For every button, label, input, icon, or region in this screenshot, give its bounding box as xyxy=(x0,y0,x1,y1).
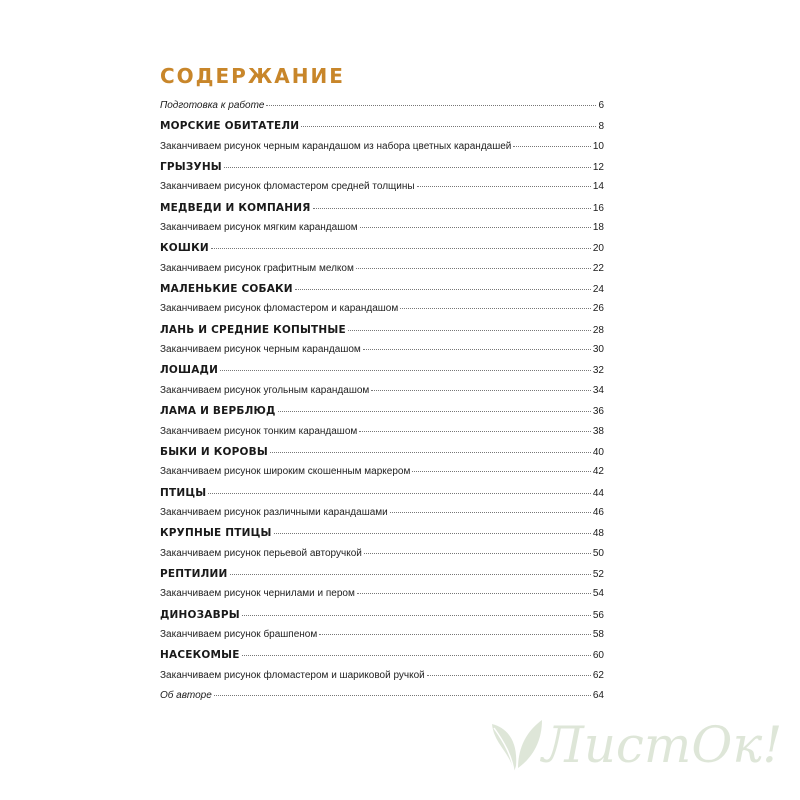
toc-page-number: 26 xyxy=(592,303,604,315)
toc-leader-dots xyxy=(319,634,591,635)
toc-leader-dots xyxy=(214,695,591,696)
toc-subsection-row xyxy=(160,466,604,486)
toc-subsection-row xyxy=(160,385,604,405)
toc-entry-label: Заканчиваем рисунок черным карандашом xyxy=(160,344,361,356)
toc-entry-label: Заканчиваем рисунок черным карандашом из набора цветных карандашей xyxy=(160,140,512,152)
toc-subsection-row xyxy=(160,629,604,649)
toc-page-number: 54 xyxy=(592,588,604,600)
toc-page-number: 8 xyxy=(598,121,604,133)
toc-leader-dots xyxy=(357,593,591,594)
toc-leader-dots xyxy=(208,493,591,494)
toc-chapter-row xyxy=(160,283,604,303)
toc-subsection-row xyxy=(160,222,604,242)
toc-chapter-row xyxy=(160,364,604,384)
toc-page-number: 44 xyxy=(592,487,604,499)
toc-chapter-row xyxy=(160,568,604,588)
toc-entry-label: Заканчиваем рисунок перьевой авторучкой xyxy=(160,547,362,559)
page-title: СОДЕРЖАНИЕ xyxy=(160,64,345,88)
toc-page-number: 24 xyxy=(592,284,604,296)
toc-entry-label: Заканчиваем рисунок фломастером и карандашом xyxy=(160,303,399,315)
toc-leader-dots xyxy=(278,411,591,412)
toc-page-number: 46 xyxy=(592,506,604,518)
toc-entry-label: ДИНОЗАВРЫ xyxy=(160,608,240,621)
toc-page-number: 50 xyxy=(592,547,604,559)
toc-entry-label: КОШКИ xyxy=(160,242,209,255)
toc-subsection-row xyxy=(160,670,604,690)
toc-chapter-row xyxy=(160,487,604,507)
leaf-icon xyxy=(488,708,544,774)
toc-page-number: 38 xyxy=(592,425,604,437)
toc-leader-dots xyxy=(224,167,591,168)
toc-subsection-row xyxy=(160,181,604,201)
toc-entry-label: Заканчиваем рисунок фломастером и шариковой ручкой xyxy=(160,669,425,681)
toc-page-number: 60 xyxy=(592,650,604,662)
toc-leader-dots xyxy=(270,452,591,453)
toc-leader-dots xyxy=(295,289,591,290)
toc-chapter-row xyxy=(160,324,604,344)
toc-entry-label: ПТИЦЫ xyxy=(160,486,207,499)
toc-entry-label: БЫКИ И КОРОВЫ xyxy=(160,445,268,458)
toc-leader-dots xyxy=(412,471,591,472)
toc-entry-label: Заканчиваем рисунок фломастером средней толщины xyxy=(160,181,415,193)
toc-leader-dots xyxy=(364,553,591,554)
toc-page-number: 6 xyxy=(598,100,604,111)
toc-page-number: 10 xyxy=(592,140,604,152)
toc-chapter-row xyxy=(160,120,604,140)
toc-page-number: 36 xyxy=(592,406,604,418)
toc-chapter-row xyxy=(160,242,604,262)
toc-page-number: 52 xyxy=(592,568,604,580)
toc-page-number: 12 xyxy=(592,162,604,174)
toc-entry-label: НАСЕКОМЫЕ xyxy=(160,649,240,662)
watermark-text: ЛистОк! xyxy=(542,716,783,774)
toc-subsection-row xyxy=(160,344,604,364)
toc-leader-dots xyxy=(513,146,590,147)
toc-page-number: 48 xyxy=(592,528,604,540)
toc-leader-dots xyxy=(417,186,591,187)
toc-entry-label: Заканчиваем рисунок широким скошенным маркером xyxy=(160,466,411,478)
toc-leader-dots xyxy=(359,431,591,432)
toc-entry-label: Об авторе xyxy=(160,689,212,701)
toc-subsection-row xyxy=(160,507,604,527)
toc-entry-label: КРУПНЫЕ ПТИЦЫ xyxy=(160,527,272,540)
toc-leader-dots xyxy=(356,268,591,269)
toc-leader-dots xyxy=(274,533,591,534)
toc-chapter-row xyxy=(160,649,604,669)
toc-page-number: 30 xyxy=(592,344,604,356)
toc-entry-label: Заканчиваем рисунок графитным мелком xyxy=(160,262,354,274)
toc-entry-label: Заканчиваем рисунок мягким карандашом xyxy=(160,222,358,234)
toc-page-number: 34 xyxy=(592,384,604,396)
toc-subsection-row xyxy=(160,303,604,323)
toc-entry-label: ЛАМА И ВЕРБЛЮД xyxy=(160,405,276,418)
toc-section-row xyxy=(160,100,604,120)
toc-leader-dots xyxy=(211,248,591,249)
toc-subsection-row xyxy=(160,141,604,161)
toc-leader-dots xyxy=(390,512,591,513)
toc-entry-label: РЕПТИЛИИ xyxy=(160,567,228,580)
toc-page-number: 18 xyxy=(592,222,604,234)
toc-subsection-row xyxy=(160,263,604,283)
toc-leader-dots xyxy=(363,349,591,350)
toc-leader-dots xyxy=(313,208,591,209)
toc-leader-dots xyxy=(400,308,591,309)
toc-page-number: 22 xyxy=(592,262,604,274)
toc-leader-dots xyxy=(348,330,591,331)
toc-entry-label: ЛОШАДИ xyxy=(160,364,219,377)
toc-list xyxy=(160,100,604,710)
toc-chapter-row xyxy=(160,405,604,425)
toc-chapter-row xyxy=(160,446,604,466)
toc-entry-label: ГРЫЗУНЫ xyxy=(160,161,222,174)
toc-page-number: 20 xyxy=(592,243,604,255)
toc-entry-label: Заканчиваем рисунок угольным карандашом xyxy=(160,384,370,396)
toc-page-number: 32 xyxy=(592,365,604,377)
toc-entry-label: Заканчиваем рисунок тонким карандашом xyxy=(160,425,358,437)
toc-leader-dots xyxy=(371,390,591,391)
toc-entry-label: МОРСКИЕ ОБИТАТЕЛИ xyxy=(160,120,300,133)
toc-page-number: 28 xyxy=(592,324,604,336)
toc-leader-dots xyxy=(242,655,591,656)
toc-entry-label: Подготовка к работе xyxy=(160,100,265,111)
toc-leader-dots xyxy=(230,574,591,575)
toc-entry-label: Заканчиваем рисунок брашпеном xyxy=(160,628,318,640)
toc-page-number: 62 xyxy=(592,669,604,681)
toc-leader-dots xyxy=(220,370,591,371)
toc-leader-dots xyxy=(301,126,596,127)
toc-leader-dots xyxy=(427,675,591,676)
toc-page-number: 16 xyxy=(592,202,604,214)
toc-leader-dots xyxy=(266,105,596,106)
toc-leader-dots xyxy=(242,615,591,616)
toc-page-number: 42 xyxy=(592,466,604,478)
toc-page-number: 56 xyxy=(592,609,604,621)
toc-page-number: 40 xyxy=(592,446,604,458)
toc-chapter-row xyxy=(160,527,604,547)
toc-entry-label: МЕДВЕДИ И КОМПАНИЯ xyxy=(160,201,311,214)
toc-subsection-row xyxy=(160,588,604,608)
toc-entry-label: МАЛЕНЬКИЕ СОБАКИ xyxy=(160,283,293,296)
toc-page-number: 58 xyxy=(592,628,604,640)
toc-chapter-row xyxy=(160,609,604,629)
toc-subsection-row xyxy=(160,548,604,568)
toc-page-number: 64 xyxy=(592,689,604,701)
toc-page-number: 14 xyxy=(592,181,604,193)
toc-subsection-row xyxy=(160,426,604,446)
toc-chapter-row xyxy=(160,161,604,181)
toc-entry-label: Заканчиваем рисунок чернилами и пером xyxy=(160,588,355,600)
toc-entry-label: ЛАНЬ И СРЕДНИЕ КОПЫТНЫЕ xyxy=(160,323,346,336)
watermark xyxy=(488,708,783,778)
toc-leader-dots xyxy=(360,227,591,228)
toc-chapter-row xyxy=(160,202,604,222)
toc-entry-label: Заканчиваем рисунок различными карандашами xyxy=(160,506,388,518)
